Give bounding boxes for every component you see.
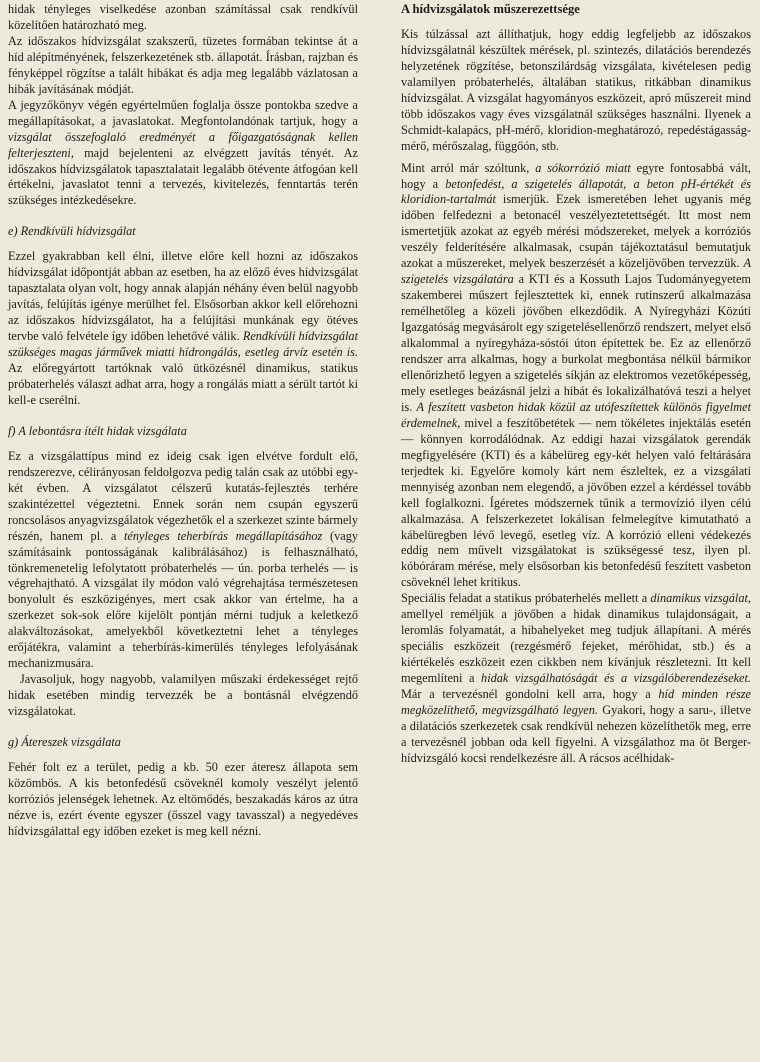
emphasis-text: híd minden része megközelíthető, megvizsgálható legyen. (401, 687, 751, 717)
text-run: Az előregyártott tartóknak való ütközésnél dinamikus, statikus próbaterhelés választ adhat arra, hogy a rongálás miatt a sérült tartót ki kell-e cserélni. (8, 361, 358, 407)
paragraph: Az időszakos hídvizsgálat szakszerű, tüzetes formában tekintse át a híd alépítményének, felszerkezetének stb. állapotát. Írásban, rajzban és fényképpel rögzítse a talált hibákat és adja meg legalább vázlatosan a hibák javításának módját. (8, 33, 358, 96)
text-run: Speciális feladat a statikus próbaterhelés mellett a (401, 591, 651, 606)
paragraph (401, 591, 751, 766)
text-run: Ez a vizsgálattípus mind ez ideig csak igen elvétve fordult elő, rendszerezve, célirányosan feldolgozva pedig talán csak az utóbbi egy-két évben. A vizsgálatot célszerű kutatás-fejlesztés terhére szakintézettel végeztetni. Ennek során nem csupán egyszerű roncsolásos anyagvizsgálatok végezhetők el a szerkezet szinte bármely részén, hanem pl. a (8, 448, 358, 543)
section-heading-g: g) Átereszek vizsgálata (8, 735, 121, 750)
text-run: (vagy számításaink pontosságának kalibrálásához) is felhasználható, tönkremenetelig lefolytatott próbaterhelés — ún. porba terhelés — is végrehajtható. A vizsgálat ily módon való végrehajtása természetesen bonyolult és eszközigényes, mert csak akkor van értelme, ha a szerkezet sok-sok előre kijelölt pontján mérni tudjuk a keletkező alakváltozásokat, amelyekből következtetni lehet a tényleges erőjátékra, valamint a teherbírás-kimerülés tényleges lefolyásának mechanizmusára. (8, 528, 358, 671)
paragraph (8, 449, 358, 672)
emphasis-text: A feszített vasbeton hidak közül az utófeszítettek különös figyelmet érdemelnek, (401, 399, 751, 430)
text-run: Gyakori, hogy a saru-, illetve a dilatációs szerkezetek csak rendkívül nehezen közelíthetők meg, erre a tervezésnél jobban oda kell figyelni. A vizsgálathoz ma öt Berger-hídvizsgáló kocsi rendelkezésre áll. A rácsos acélhidak- (401, 702, 751, 765)
text-run: a KTI és a Kossuth Lajos Tudományegyetem szakemberei műszert fejlesztettek ki, ennek rutinszerű alkalmazása remélhetőleg a közeli jövőben elkezdődik. A Nyíregyházi Közúti Igazgatóság megvásárolt egy szigetelésellenőrző rendszert, melyet első alkalommal a nyíregyháza-sóstói úton építettek be. Ez az ellenőrző rendszer arra alkalmas, hogy a burkolat megbontása nélkül bármikor ellenőrizhető legyen a szigetelés síkján az elektromos vezetőképesség, mely esetleges beázásnál jelzi a hibát és lokalizálhatóvá teszi a helyet is. (401, 272, 751, 414)
section-heading-e: e) Rendkívüli hídvizsgálat (8, 224, 136, 239)
text-run: amellyel reméljük a jövőben a hidak dinamikus tulajdonságait, a leromlás folyamatát, a hibahelyeket meg tudjuk állapítani. A mérés speciális eszközeit (rezgésmérő fejeket, mérőhidat, stb.) és a kiértékelés eszközeit ezen cikkben nem kívánjuk részletezni. Itt kell megemlíteni a (401, 607, 751, 686)
emphasis-text: Rendkívüli hídvizsgálat szükséges magas járművek miatti hídrongálás, esetleg árvíz esetén is. (8, 329, 358, 360)
paragraph: Kis túlzással azt állíthatjuk, hogy eddig legfeljebb az időszakos hídvizsgálatnál készültek mérések, pl. szintezés, dilatációs berendezés helyzetének rögzítése, betonszilárdság vizsgálata, kivételesen pedig valamilyen próbaterhelés, általában statikus, ritkábban dinamikus hídvizsgálat. A vizsgálat hagyományos eszközeit, apró műszereit mind több időszakos vagy éves vizsgálatnál szükséges használni. Ilyenek a Schmidt-kalapács, pH-mérő, kloridion-meghatározó, repedéstágasság-mérő, mérőszalag, függőón, stb. (401, 26, 751, 153)
paragraph (8, 98, 358, 210)
emphasis-text: tényleges teherbírás megállapításához (123, 528, 323, 543)
paragraph: Javasoljuk, hogy nagyobb, valamilyen műszaki érdekességet rejtő hidak esetében mindig tervezzék be a bontásnál elvégzendő vizsgálatokat. (8, 672, 358, 719)
emphasis-text: vizsgálat összefoglaló eredményét a főigazgatóságnak kellen felterjeszteni, (8, 129, 358, 160)
section-heading-f: f) A lebontásra ítélt hidak vizsgálata (8, 423, 187, 438)
text-run: mivel a feszítőbetétek — nem tökéletes injektálás esetén — könnyen korrodálódnak. Az eddigi hazai vizsgálatok gerendák megfigyelésére (KTI) és a kábelüreg egy-két helyen való feltárására terjedtek ki. Egyelőre komoly kárt nem észleltek, ez a vizsgálati mennyiség azonban nem elegendő, a jövőben ezzel a kérdéssel tovább kell foglalkozni. Ígéretes módszernek tűnik a termovízió ilyen célú alkalmazása. A felszerkezetet lokálisan felmelegítve kimutatható a kábelüregben lévő levegő, esetleg víz. A korrózió elleni védekezés eddig nem művelt vizsgálatokat is szükségessé tesz, ilyen pl. kóbóráram mérése, mely elsősorban kis betonfedésű feszített vasbeton csöveknél lehet kritikus. (401, 415, 751, 590)
paragraph (401, 161, 751, 592)
emphasis-text: dinamikus vizsgálat, (650, 591, 751, 606)
text-run: Már a tervezésnél gondolni kell arra, hogy a (401, 687, 659, 702)
emphasis-text: A szigetelés vizsgálatára (401, 256, 751, 287)
text-run: Mint arról már szóltunk, (401, 160, 536, 175)
text-run: majd bejelenteni az elvégzett javítás tényét. Az időszakos hídvizsgálatok tapasztalatait legalább ötévente átfogóan kell értékelni, javaslatot tenni a tervezés, kivitelezés, fenntartás terén szükséges intézkedésekre. (8, 145, 358, 208)
section-heading-instrumentation: A hídvizsgálatok műszerezettsége (401, 2, 580, 16)
emphasis-text: hidak vizsgálhatóságát és a vizsgálóberendezéseket. (481, 671, 751, 686)
text-run: A jegyzőkönyv végén egyértelműen foglalja össze pontokba szedve a megállapításokat, a javaslatokat. Megfontolandónak tartjuk, hogy a (8, 97, 358, 128)
right-column (401, 2, 751, 767)
emphasis-text: a sókorrózió miatt (535, 160, 631, 175)
text-run: ismerjük. Ezek ismeretében lehet ugyanis még időben felfedezni a betonacél veszélyeztetettségét. Itt most nem ismertetjük azokat az egyéb mérési módszereket, melyek a korróziós veszély felderítésére alkalmasak, csupán tájékoztatásul bemutatjuk azokat a műszereket, melyek beszerzését a közeljövőben tervezzük. (401, 192, 751, 271)
left-column (8, 2, 358, 840)
text-run: egyre fontosabbá vált, hogy a (401, 160, 751, 191)
paragraph (8, 249, 358, 409)
paragraph: Fehér folt ez a terület, pedig a kb. 50 ezer áteresz állapota sem közömbös. A kis betonfedésű csöveknél komoly veszélyt jelentő korróziós jelenségek lehetnek. Az eltömődés, beszakadás káros az útra nézve is, ezért évente egyszer (ősszel vagy tavasszal) a negyedéves hídvizsgálattal egy időben ezeket is meg kell nézni. (8, 759, 358, 838)
paragraph: hidak tényleges viselkedése azonban számítással csak rendkívül közelítően határozható meg. (8, 2, 358, 32)
text-run: Ezzel gyakrabban kell élni, illetve előre kell hozni az időszakos hídvizsgálat időpontját abban az esetben, ha az előző éves hídvizsgálat tapasztalata olyan volt, hogy annak alapján néhány éven belül nagyobb javítás, felújítás igénye merülhet fel. Elsősorban akkor kell előrehozni az időszakos hídvizsgálatot, ha a felújítási munkának egy ötéves tervbe való felvétele így időben lehetővé válik. (8, 249, 358, 344)
emphasis-text: betonfedést, a szigetelés állapotát, a beton pH-értékét és kloridion-tartalmát (401, 176, 752, 207)
